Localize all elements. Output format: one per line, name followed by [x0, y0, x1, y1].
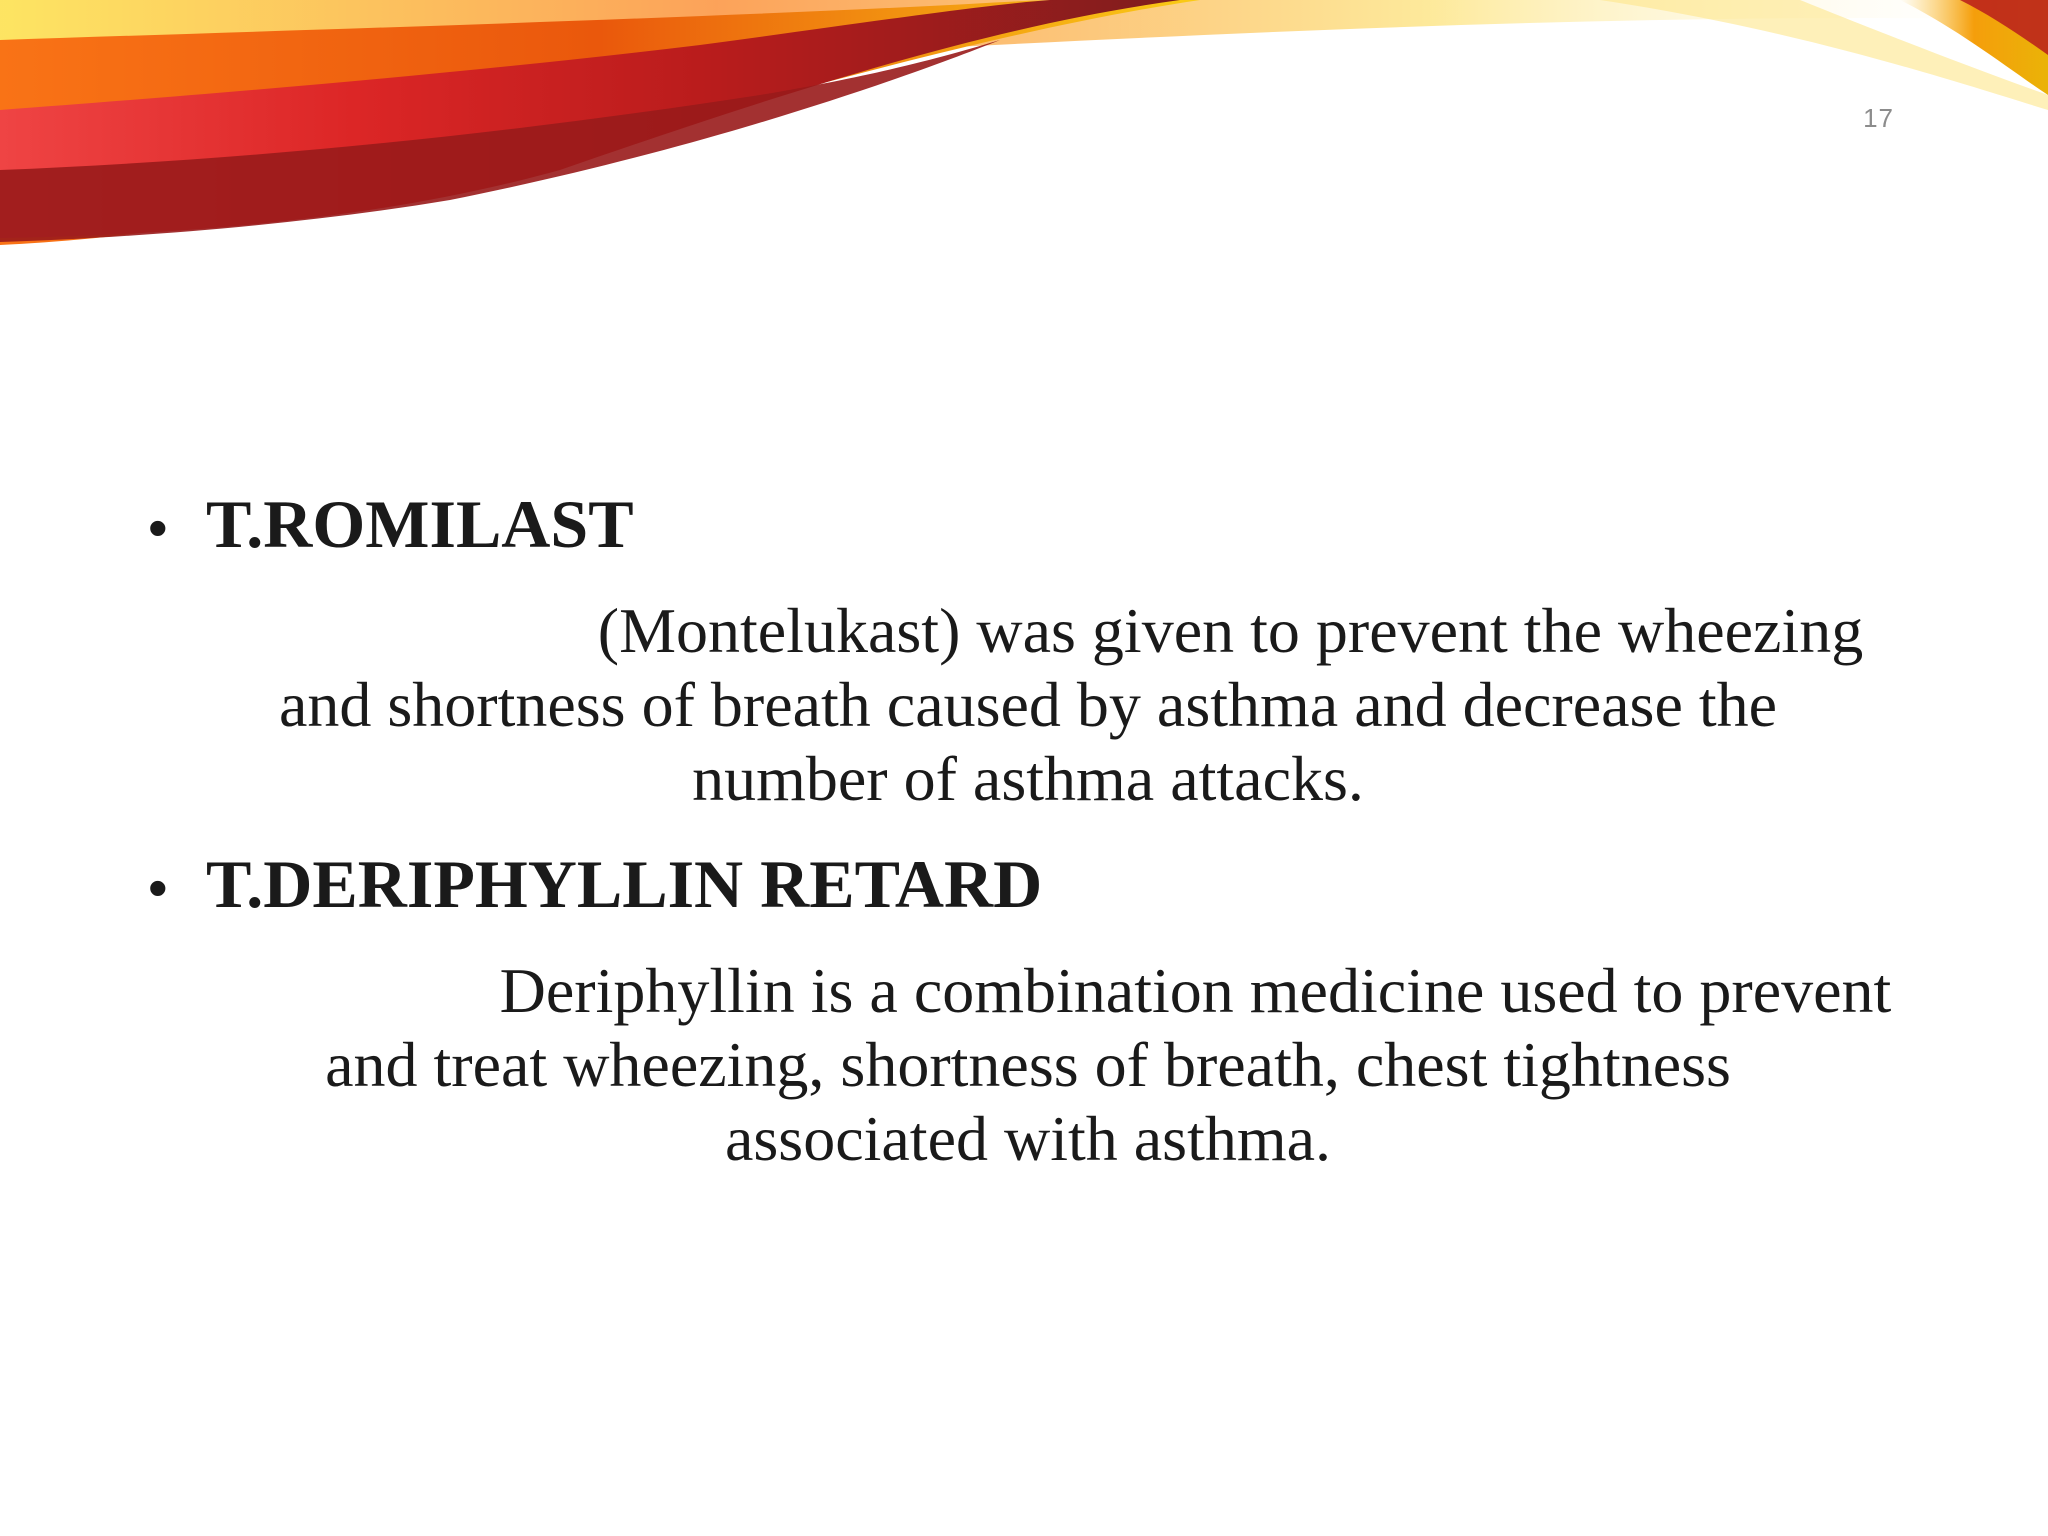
drug-description — [148, 954, 1908, 1176]
bullet-icon: • — [148, 496, 168, 559]
slide-content — [148, 486, 1908, 1176]
slide-number: 17 — [1863, 103, 1894, 133]
description-line: and treat wheezing, shortness of breath, chest tightness — [325, 1029, 1731, 1100]
bullet-item — [148, 846, 1908, 940]
decorative-swoosh — [0, 0, 2048, 300]
description-line: and shortness of breath caused by asthma and decrease the — [278, 669, 1778, 740]
description-line: number of asthma attacks. — [692, 743, 1364, 814]
drug-title: T.ROMILAST — [206, 486, 634, 562]
drug-description — [148, 594, 1908, 816]
bullet-icon: • — [148, 856, 168, 919]
description-line: (Montelukast) was given to prevent the wheezing — [597, 595, 1864, 666]
bullet-item — [148, 486, 1908, 580]
description-line: Deriphyllin is a combination medicine used to prevent — [499, 955, 1892, 1026]
drug-title: T.DERIPHYLLIN RETARD — [206, 846, 1043, 922]
description-line: associated with asthma. — [724, 1103, 1332, 1174]
